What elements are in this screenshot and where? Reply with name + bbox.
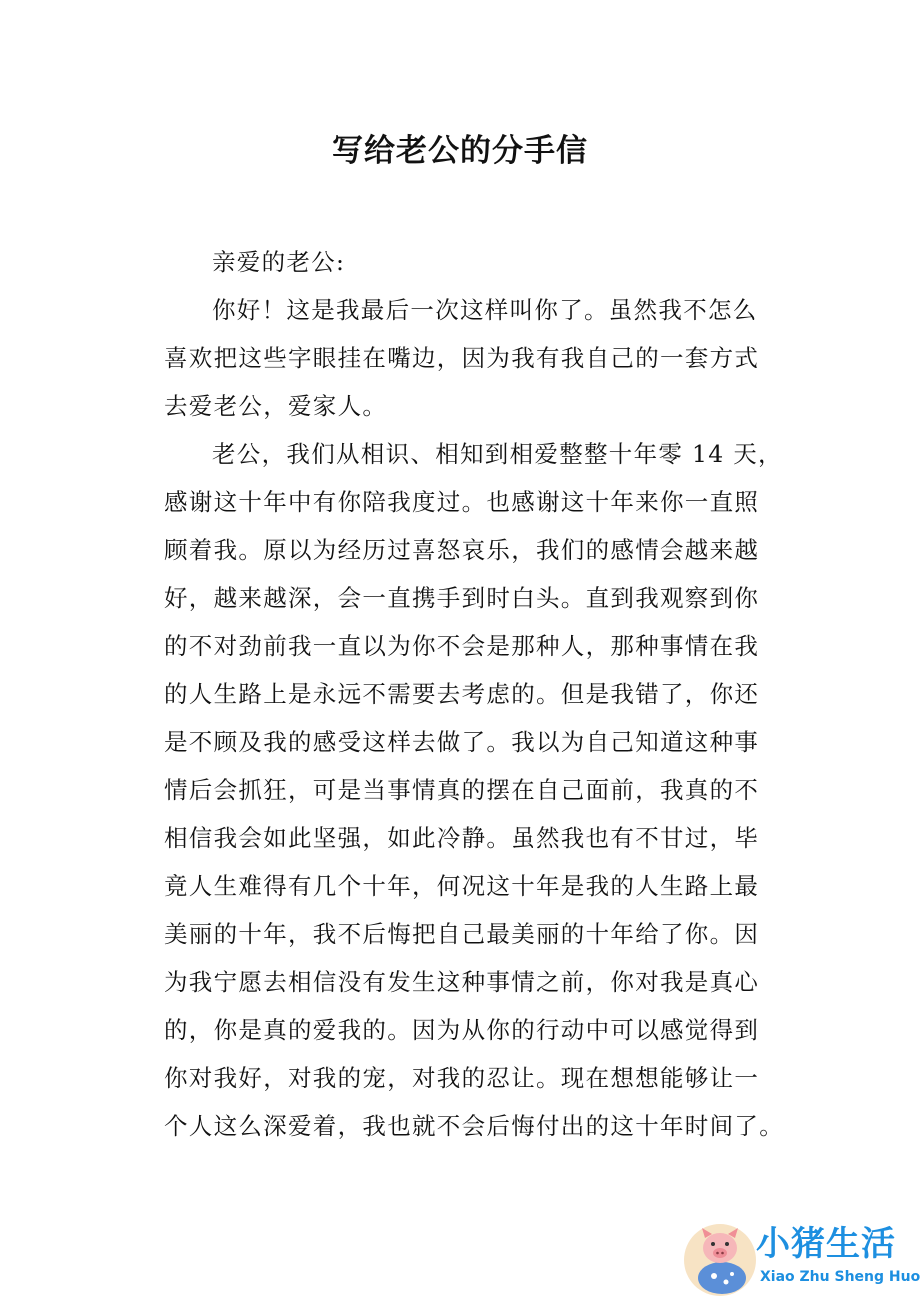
pig-mascot-icon xyxy=(680,1218,760,1298)
text-line: 的人生路上是永远不需要去考虑的。但是我错了，你还 xyxy=(164,680,760,708)
text-line: 你对我好，对我的宠，对我的忍让。现在想想能够让一 xyxy=(164,1064,760,1092)
letter-body xyxy=(164,238,784,1150)
text-line: 喜欢把这些字眼挂在嘴边，因为我有我自己的一套方式 xyxy=(164,344,760,372)
document-title: 写给老公的分手信 xyxy=(332,133,588,169)
watermark-logo xyxy=(680,1218,920,1298)
text-line: 是不顾及我的感受这样去做了。我以为自己知道这种事 xyxy=(164,728,760,756)
text-line: 美丽的十年，我不后悔把自己最美丽的十年给了你。因 xyxy=(164,920,760,948)
text-line: 为我宁愿去相信没有发生这种事情之前，你对我是真心 xyxy=(164,968,760,996)
watermark-brand-cn: 小猪生活 xyxy=(756,1224,896,1264)
text-line: 你好！这是我最后一次这样叫你了。虽然我不怎么 xyxy=(212,296,758,324)
text-line: 竟人生难得有几个十年，何况这十年是我的人生路上最 xyxy=(164,872,760,900)
text-line: 的不对劲前我一直以为你不会是那种人，那种事情在我 xyxy=(164,632,760,660)
text-line: 亲爱的老公: xyxy=(212,248,346,276)
text-line: 感谢这十年中有你陪我度过。也感谢这十年来你一直照 xyxy=(164,488,760,516)
text-line: 个人这么深爱着，我也就不会后悔付出的这十年时间了。 xyxy=(164,1112,784,1140)
text-line: 情后会抓狂，可是当事情真的摆在自己面前，我真的不 xyxy=(164,776,760,804)
text-line: 相信我会如此坚强，如此冷静。虽然我也有不甘过，毕 xyxy=(164,824,760,852)
text-line: 好，越来越深，会一直携手到时白头。直到我观察到你 xyxy=(164,584,760,612)
text-line: 老公，我们从相识、相知到相爱整整十年零 14 天， xyxy=(212,440,783,468)
watermark-brand-en: Xiao Zhu Sheng Huo xyxy=(760,1269,920,1285)
text-line: 去爱老公，爱家人。 xyxy=(164,392,388,420)
text-line: 顾着我。原以为经历过喜怒哀乐，我们的感情会越来越 xyxy=(164,536,760,564)
text-line: 的，你是真的爱我的。因为从你的行动中可以感觉得到 xyxy=(164,1016,760,1044)
